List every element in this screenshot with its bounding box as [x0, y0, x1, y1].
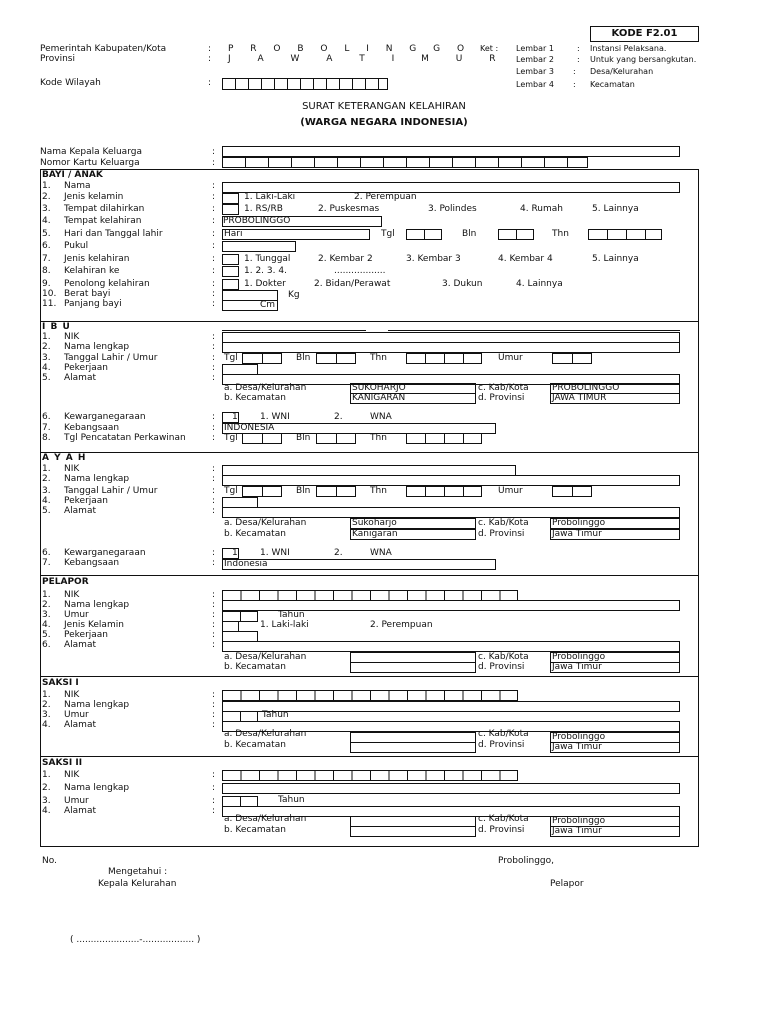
- saksi1-kab-value: Probolinggo: [552, 732, 606, 742]
- bayi-jenis-opt: 2. Kembar 2: [318, 254, 373, 264]
- bayi-tempat-opt: 3. Polindes: [428, 204, 477, 214]
- ibu-kec-label: b. Kecamatan: [224, 393, 286, 403]
- bayi-row-number: 6.: [42, 241, 51, 251]
- bayi-penolong-opt: 1. Dokter: [244, 279, 286, 289]
- pelapor-kab-label: c. Kab/Kota: [478, 652, 529, 662]
- bayi-thn-label: Thn: [552, 229, 569, 239]
- colon: :: [212, 158, 216, 168]
- ayah-row-label: Alamat: [64, 506, 96, 516]
- ibu-wna-num: 2.: [334, 412, 343, 422]
- ibu-row-label: Tanggal Lahir / Umur: [64, 353, 158, 363]
- ayah-thn-boxes[interactable]: [406, 486, 482, 497]
- saksi1-desa-label: a. Desa/Kelurahan: [224, 729, 307, 739]
- saksi1-prov-value: Jawa Timur: [552, 742, 602, 752]
- saksi1-row-label: Alamat: [64, 720, 96, 730]
- saksi1-nik-boxes[interactable]: [222, 690, 518, 701]
- ibu-row-number: 1.: [42, 332, 51, 342]
- ibu-row-label: NIK: [64, 332, 80, 342]
- ibu-kebangsaan-value: INDONESIA: [224, 423, 275, 433]
- bayi-tempat-opt: 4. Rumah: [520, 204, 563, 214]
- pelapor-row-label: Nama lengkap: [64, 600, 130, 610]
- saksi2-row-label: Alamat: [64, 806, 96, 816]
- ibu-thn-label: Thn: [370, 353, 387, 363]
- pelapor-alamat-field[interactable]: [222, 641, 680, 652]
- bayi-penolong-opt: 3. Dukun: [442, 279, 483, 289]
- ayah-kab-value: Probolinggo: [552, 518, 606, 528]
- bayi-jenis-opt: 5. Lainnya: [592, 254, 639, 264]
- ayah-desa-label: a. Desa/Kelurahan: [224, 518, 307, 528]
- ibu-wni-opt: 1. WNI: [260, 412, 290, 422]
- ibu-row-label: Pekerjaan: [64, 363, 109, 373]
- form-title: SURAT KETERANGAN KELAHIRAN: [302, 101, 466, 112]
- ibu-row-number: 4.: [42, 363, 51, 373]
- colon: :: [212, 332, 216, 342]
- ayah-tgl-label: Tgl: [224, 486, 238, 496]
- pelapor-row-number: 4.: [42, 620, 51, 630]
- saksi1-row-number: 1.: [42, 690, 51, 700]
- ayah-thn-label: Thn: [370, 486, 387, 496]
- bayi-tempat-opt: 2. Puskesmas: [318, 204, 380, 214]
- saksi1-kec-label: b. Kecamatan: [224, 740, 286, 750]
- bayi-row-number: 7.: [42, 254, 51, 264]
- bayi-kelahiran-ke-opts: 1. 2. 3. 4.: [244, 266, 287, 276]
- ibu-row-number: 2.: [42, 342, 51, 352]
- ibu-prov-label: d. Provinsi: [478, 393, 525, 403]
- bayi-bln-label: Bln: [462, 229, 477, 239]
- ibu-tgl-label: Tgl: [224, 353, 238, 363]
- footer-pelapor: Pelapor: [550, 879, 584, 889]
- ibu-row-number: 5.: [42, 373, 51, 383]
- ibu-prov-value: JAWA TIMUR: [552, 393, 607, 403]
- bayi-row-number: 8.: [42, 266, 51, 276]
- ibu-tgl-boxes[interactable]: [242, 353, 282, 364]
- bayi-tempat-box[interactable]: [222, 204, 239, 215]
- colon: :: [212, 192, 216, 202]
- ayah-row-number: 4.: [42, 496, 51, 506]
- bayi-row-label: Jenis kelamin: [64, 192, 124, 202]
- provinsi-label: Provinsi: [40, 54, 75, 64]
- ibu-header-line: [222, 330, 366, 331]
- form-subtitle: (WARGA NEGARA INDONESIA): [300, 117, 468, 128]
- bayi-row-label: Kelahiran ke: [64, 266, 120, 276]
- footer-place: Probolinggo,: [498, 856, 554, 866]
- bayi-jk-opt: 2. Perempuan: [354, 192, 417, 202]
- colon: :: [212, 412, 216, 422]
- footer-mengetahui: Mengetahui :: [108, 867, 168, 877]
- ayah-kec-value: Kanigaran: [352, 529, 398, 539]
- ibu-row-label: Kebangsaan: [64, 423, 120, 433]
- ibu-umur-label: Umur: [498, 353, 523, 363]
- ayah-wn-code: 1: [232, 548, 238, 558]
- bayi-jk-opt: 1. Laki-Laki: [244, 192, 296, 202]
- saksi2-nik-boxes[interactable]: [222, 770, 518, 781]
- ayah-wna-opt: WNA: [370, 548, 392, 558]
- saksi2-row-label: NIK: [64, 770, 80, 780]
- colon: :: [212, 640, 216, 650]
- ayah-kec-label: b. Kecamatan: [224, 529, 286, 539]
- bayi-jenis-box[interactable]: [222, 254, 239, 265]
- bayi-kelahiran-ke-box[interactable]: [222, 266, 239, 277]
- pelapor-kec-label: b. Kecamatan: [224, 662, 286, 672]
- provinsi-value: J A W A T I M U R: [228, 54, 501, 64]
- colon: :: [212, 464, 216, 474]
- saksi1-tahun-unit: Tahun: [262, 710, 289, 720]
- bayi-hari-label: Hari: [224, 229, 243, 239]
- ayah-row-number: 2.: [42, 474, 51, 484]
- saksi2-row-number: 1.: [42, 770, 51, 780]
- bayi-jenis-opt: 1. Tunggal: [244, 254, 291, 264]
- ibu-kawin-tgl-boxes[interactable]: [242, 433, 282, 444]
- ayah-row-label: Pekerjaan: [64, 496, 109, 506]
- ayah-row-label: NIK: [64, 464, 80, 474]
- colon: :: [212, 423, 216, 433]
- ayah-kab-label: c. Kab/Kota: [478, 518, 529, 528]
- colon: :: [212, 299, 216, 309]
- colon: :: [212, 620, 216, 630]
- colon: :: [212, 558, 216, 568]
- pelapor-row-number: 6.: [42, 640, 51, 650]
- pelapor-jk-opt: 2. Perempuan: [370, 620, 433, 630]
- saksi1-row-number: 3.: [42, 710, 51, 720]
- saksi2-nama-field[interactable]: [222, 783, 680, 794]
- saksi1-kab-label: c. Kab/Kota: [478, 729, 529, 739]
- colon: :: [212, 600, 216, 610]
- ibu-thn-boxes[interactable]: [406, 353, 482, 364]
- colon: :: [212, 474, 216, 484]
- pelapor-row-label: Jenis Kelamin: [64, 620, 124, 630]
- ayah-umur-label: Umur: [498, 486, 523, 496]
- ibu-row-label: Nama lengkap: [64, 342, 130, 352]
- lembar-3-value: Desa/Kelurahan: [590, 67, 654, 76]
- colon: :: [212, 496, 216, 506]
- saksi1-row-label: Nama lengkap: [64, 700, 130, 710]
- ibu-row-number: 7.: [42, 423, 51, 433]
- ayah-row-number: 7.: [42, 558, 51, 568]
- ayah-nama-field[interactable]: [222, 475, 680, 486]
- colon: :: [212, 204, 216, 214]
- bayi-penolong-box[interactable]: [222, 279, 239, 290]
- kode-wilayah-boxes[interactable]: [222, 78, 388, 90]
- saksi1-heading: SAKSI I: [42, 678, 79, 688]
- ibu-kab-label: c. Kab/Kota: [478, 383, 529, 393]
- lembar-2-value: Untuk yang bersangkutan.: [590, 55, 697, 64]
- pelapor-jk-opt: 1. Laki-laki: [260, 620, 309, 630]
- ibu-row-number: 3.: [42, 353, 51, 363]
- lembar-4-value: Kecamatan: [590, 80, 635, 89]
- ayah-row-label: Tanggal Lahir / Umur: [64, 486, 158, 496]
- bayi-row-number: 11.: [42, 299, 57, 309]
- pelapor-tahun-unit: Tahun: [278, 610, 305, 620]
- bayi-row-label: Hari dan Tanggal lahir: [64, 229, 163, 239]
- saksi1-row-label: Umur: [64, 710, 89, 720]
- ibu-kawin-bln-label: Bln: [296, 433, 311, 443]
- colon: :: [212, 342, 216, 352]
- saksi2-row-label: Umur: [64, 796, 89, 806]
- kode-wilayah-label: Kode Wilayah: [40, 78, 101, 88]
- bayi-tgl-label: Tgl: [381, 229, 395, 239]
- bayi-heading: BAYI / ANAK: [42, 170, 103, 180]
- lembar-2-label: Lembar 2: [516, 55, 554, 64]
- lembar-2-sep: :: [577, 55, 580, 64]
- pelapor-kec-field[interactable]: [350, 662, 476, 673]
- saksi2-kec-field[interactable]: [350, 826, 476, 837]
- pelapor-kab-value: Probolinggo: [552, 652, 606, 662]
- ayah-tgl-boxes[interactable]: [242, 486, 282, 497]
- ayah-wna-num: 2.: [334, 548, 343, 558]
- bayi-row-number: 3.: [42, 204, 51, 214]
- form-code: KODE F2.01: [590, 26, 699, 42]
- kepala-keluarga-field[interactable]: [222, 146, 680, 157]
- colon: :: [212, 241, 216, 251]
- ayah-bln-label: Bln: [296, 486, 311, 496]
- bayi-thn-boxes[interactable]: [588, 229, 662, 240]
- bayi-row-number: 1.: [42, 181, 51, 191]
- saksi1-nama-field[interactable]: [222, 701, 680, 712]
- bayi-row-label: Penolong kelahiran: [64, 279, 150, 289]
- nomor-kk-field[interactable]: [222, 157, 588, 168]
- ibu-row-label: Alamat: [64, 373, 96, 383]
- ayah-row-number: 6.: [42, 548, 51, 558]
- lembar-1-sep: :: [577, 44, 580, 53]
- pelapor-prov-value: Jawa Timur: [552, 662, 602, 672]
- colon: :: [208, 54, 212, 64]
- saksi1-row-number: 2.: [42, 700, 51, 710]
- saksi1-prov-label: d. Provinsi: [478, 740, 525, 750]
- bayi-row-number: 2.: [42, 192, 51, 202]
- pelapor-row-number: 5.: [42, 630, 51, 640]
- pelapor-row-number: 1.: [42, 590, 51, 600]
- pelapor-heading: PELAPOR: [42, 577, 89, 587]
- pelapor-desa-label: a. Desa/Kelurahan: [224, 652, 307, 662]
- saksi2-heading: SAKSI II: [42, 758, 83, 768]
- colon: :: [212, 690, 216, 700]
- pemkab-label: Pemerintah Kabupaten/Kota: [40, 44, 167, 54]
- ibu-header-line: [388, 330, 680, 331]
- saksi2-row-label: Nama lengkap: [64, 783, 130, 793]
- ayah-heading: A Y A H: [42, 453, 87, 463]
- bayi-cm-unit: Cm: [260, 300, 276, 310]
- ibu-row-number: 8.: [42, 433, 51, 443]
- ibu-kec-value: KANIGARAN: [352, 393, 406, 403]
- colon: :: [212, 548, 216, 558]
- ibu-bln-boxes[interactable]: [316, 353, 356, 364]
- pelapor-row-label: Pekerjaan: [64, 630, 109, 640]
- colon: :: [212, 147, 216, 157]
- ibu-desa-label: a. Desa/Kelurahan: [224, 383, 307, 393]
- saksi2-kab-value: Probolinggo: [552, 816, 606, 826]
- colon: :: [208, 78, 212, 88]
- pelapor-row-number: 3.: [42, 610, 51, 620]
- colon: :: [212, 710, 216, 720]
- colon: :: [212, 363, 216, 373]
- footer-no: No.: [42, 856, 57, 866]
- bayi-kg-unit: Kg: [288, 290, 300, 300]
- pelapor-row-number: 2.: [42, 600, 51, 610]
- pelapor-row-label: Umur: [64, 610, 89, 620]
- bayi-tempat-opt: 1. RS/RB: [244, 204, 283, 214]
- colon: :: [212, 216, 216, 226]
- nomor-kk-label: Nomor Kartu Keluarga: [40, 158, 140, 168]
- ayah-row-number: 3.: [42, 486, 51, 496]
- bayi-penolong-opt: 4. Lainnya: [516, 279, 563, 289]
- ayah-row-label: Nama lengkap: [64, 474, 130, 484]
- colon: :: [212, 353, 216, 363]
- ayah-desa-value: Sukoharjo: [352, 518, 397, 528]
- ayah-row-number: 5.: [42, 506, 51, 516]
- colon: :: [212, 700, 216, 710]
- colon: :: [208, 44, 212, 54]
- bayi-jenis-opt: 4. Kembar 4: [498, 254, 553, 264]
- saksi2-row-number: 2.: [42, 783, 51, 793]
- bayi-row-number: 4.: [42, 216, 51, 226]
- saksi1-row-label: NIK: [64, 690, 80, 700]
- ibu-bln-label: Bln: [296, 353, 311, 363]
- ayah-row-label: Kewarganegaraan: [64, 548, 146, 558]
- saksi1-row-number: 4.: [42, 720, 51, 730]
- saksi2-kec-label: b. Kecamatan: [224, 825, 286, 835]
- bayi-row-number: 10.: [42, 289, 57, 299]
- colon: :: [212, 433, 216, 443]
- lembar-1-value: Instansi Pelaksana.: [590, 44, 667, 53]
- ibu-heading: I B U: [42, 322, 71, 332]
- ibu-row-label: Tgl Pencatatan Perkawinan: [64, 433, 186, 443]
- ibu-wn-code: 1: [232, 412, 238, 422]
- saksi2-row-number: 3.: [42, 796, 51, 806]
- colon: :: [212, 796, 216, 806]
- ayah-kebangsaan-value: Indonesia: [224, 559, 268, 569]
- bayi-jenis-opt: 3. Kembar 3: [406, 254, 461, 264]
- ayah-prov-label: d. Provinsi: [478, 529, 525, 539]
- saksi1-kec-field[interactable]: [350, 742, 476, 753]
- bayi-row-label: Jenis kelahiran: [64, 254, 130, 264]
- ayah-row-label: Kebangsaan: [64, 558, 120, 568]
- colon: :: [212, 806, 216, 816]
- bayi-tempat-opt: 5. Lainnya: [592, 204, 639, 214]
- colon: :: [212, 610, 216, 620]
- bayi-kelahiran-ke-dots: ..................: [334, 266, 386, 276]
- colon: :: [212, 506, 216, 516]
- colon: :: [212, 289, 216, 299]
- bayi-hari-field[interactable]: [222, 229, 370, 240]
- bayi-tempat-kelahiran-value: PROBOLINGGO: [223, 216, 291, 226]
- ibu-umur-boxes[interactable]: [552, 353, 592, 364]
- colon: :: [212, 229, 216, 239]
- pelapor-prov-label: d. Provinsi: [478, 662, 525, 672]
- lembar-1-label: Lembar 1: [516, 44, 554, 53]
- pelapor-row-label: Alamat: [64, 640, 96, 650]
- ibu-kawin-tgl-label: Tgl: [224, 433, 238, 443]
- bayi-row-label: Tempat dilahirkan: [64, 204, 145, 214]
- saksi2-kab-label: c. Kab/Kota: [478, 814, 529, 824]
- bayi-jk-box[interactable]: [222, 193, 239, 204]
- bayi-row-number: 5.: [42, 229, 51, 239]
- bayi-row-label: Pukul: [64, 241, 89, 251]
- ayah-umur-boxes[interactable]: [552, 486, 592, 497]
- pelapor-row-label: NIK: [64, 590, 80, 600]
- saksi2-row-number: 4.: [42, 806, 51, 816]
- ibu-kawin-bln-boxes[interactable]: [316, 433, 356, 444]
- lembar-3-label: Lembar 3: [516, 67, 554, 76]
- ayah-wni-opt: 1. WNI: [260, 548, 290, 558]
- colon: :: [212, 590, 216, 600]
- ibu-row-number: 6.: [42, 412, 51, 422]
- ayah-row-number: 1.: [42, 464, 51, 474]
- saksi2-desa-label: a. Desa/Kelurahan: [224, 814, 307, 824]
- lembar-3-sep: :: [573, 67, 576, 76]
- colon: :: [212, 720, 216, 730]
- colon: :: [212, 279, 216, 289]
- saksi2-prov-label: d. Provinsi: [478, 825, 525, 835]
- bayi-row-label: Panjang bayi: [64, 299, 122, 309]
- bayi-row-label: Tempat kelahiran: [64, 216, 142, 226]
- colon: :: [212, 373, 216, 383]
- bayi-row-label: Nama: [64, 181, 91, 191]
- colon: :: [212, 254, 216, 264]
- ibu-desa-value: SUKOHARJO: [352, 383, 406, 393]
- lembar-4-sep: :: [573, 80, 576, 89]
- colon: :: [212, 770, 216, 780]
- bayi-penolong-opt: 2. Bidan/Perawat: [314, 279, 391, 289]
- ayah-bln-boxes[interactable]: [316, 486, 356, 497]
- colon: :: [212, 486, 216, 496]
- footer-signature-line: ( ......................-.................. ): [70, 935, 201, 945]
- ibu-kawin-thn-label: Thn: [370, 433, 387, 443]
- kepala-keluarga-label: Nama Kepala Keluarga: [40, 147, 142, 157]
- bayi-pukul-field[interactable]: [222, 241, 296, 252]
- ibu-nama-field[interactable]: [222, 342, 680, 353]
- lembar-4-label: Lembar 4: [516, 80, 554, 89]
- colon: :: [212, 630, 216, 640]
- ayah-alamat-field[interactable]: [222, 507, 680, 518]
- ibu-kab-value: PROBOLINGGO: [552, 383, 620, 393]
- colon: :: [212, 181, 216, 191]
- bayi-bln-boxes[interactable]: [498, 229, 534, 240]
- footer-kepala-kelurahan: Kepala Kelurahan: [98, 879, 177, 889]
- colon: :: [212, 266, 216, 276]
- saksi2-prov-value: Jawa Timur: [552, 826, 602, 836]
- ibu-wna-opt: WNA: [370, 412, 392, 422]
- ket-label: Ket :: [480, 44, 499, 53]
- ibu-row-label: Kewarganegaraan: [64, 412, 146, 422]
- ibu-kawin-thn-boxes[interactable]: [406, 433, 482, 444]
- ayah-prov-value: Jawa Timur: [552, 529, 602, 539]
- bayi-row-number: 9.: [42, 279, 51, 289]
- bayi-row-label: Berat bayi: [64, 289, 111, 299]
- bayi-tgl-boxes[interactable]: [406, 229, 442, 240]
- saksi2-tahun-unit: Tahun: [278, 795, 305, 805]
- colon: :: [212, 783, 216, 793]
- pemkab-value: P R O B O L I N G G O: [228, 44, 470, 54]
